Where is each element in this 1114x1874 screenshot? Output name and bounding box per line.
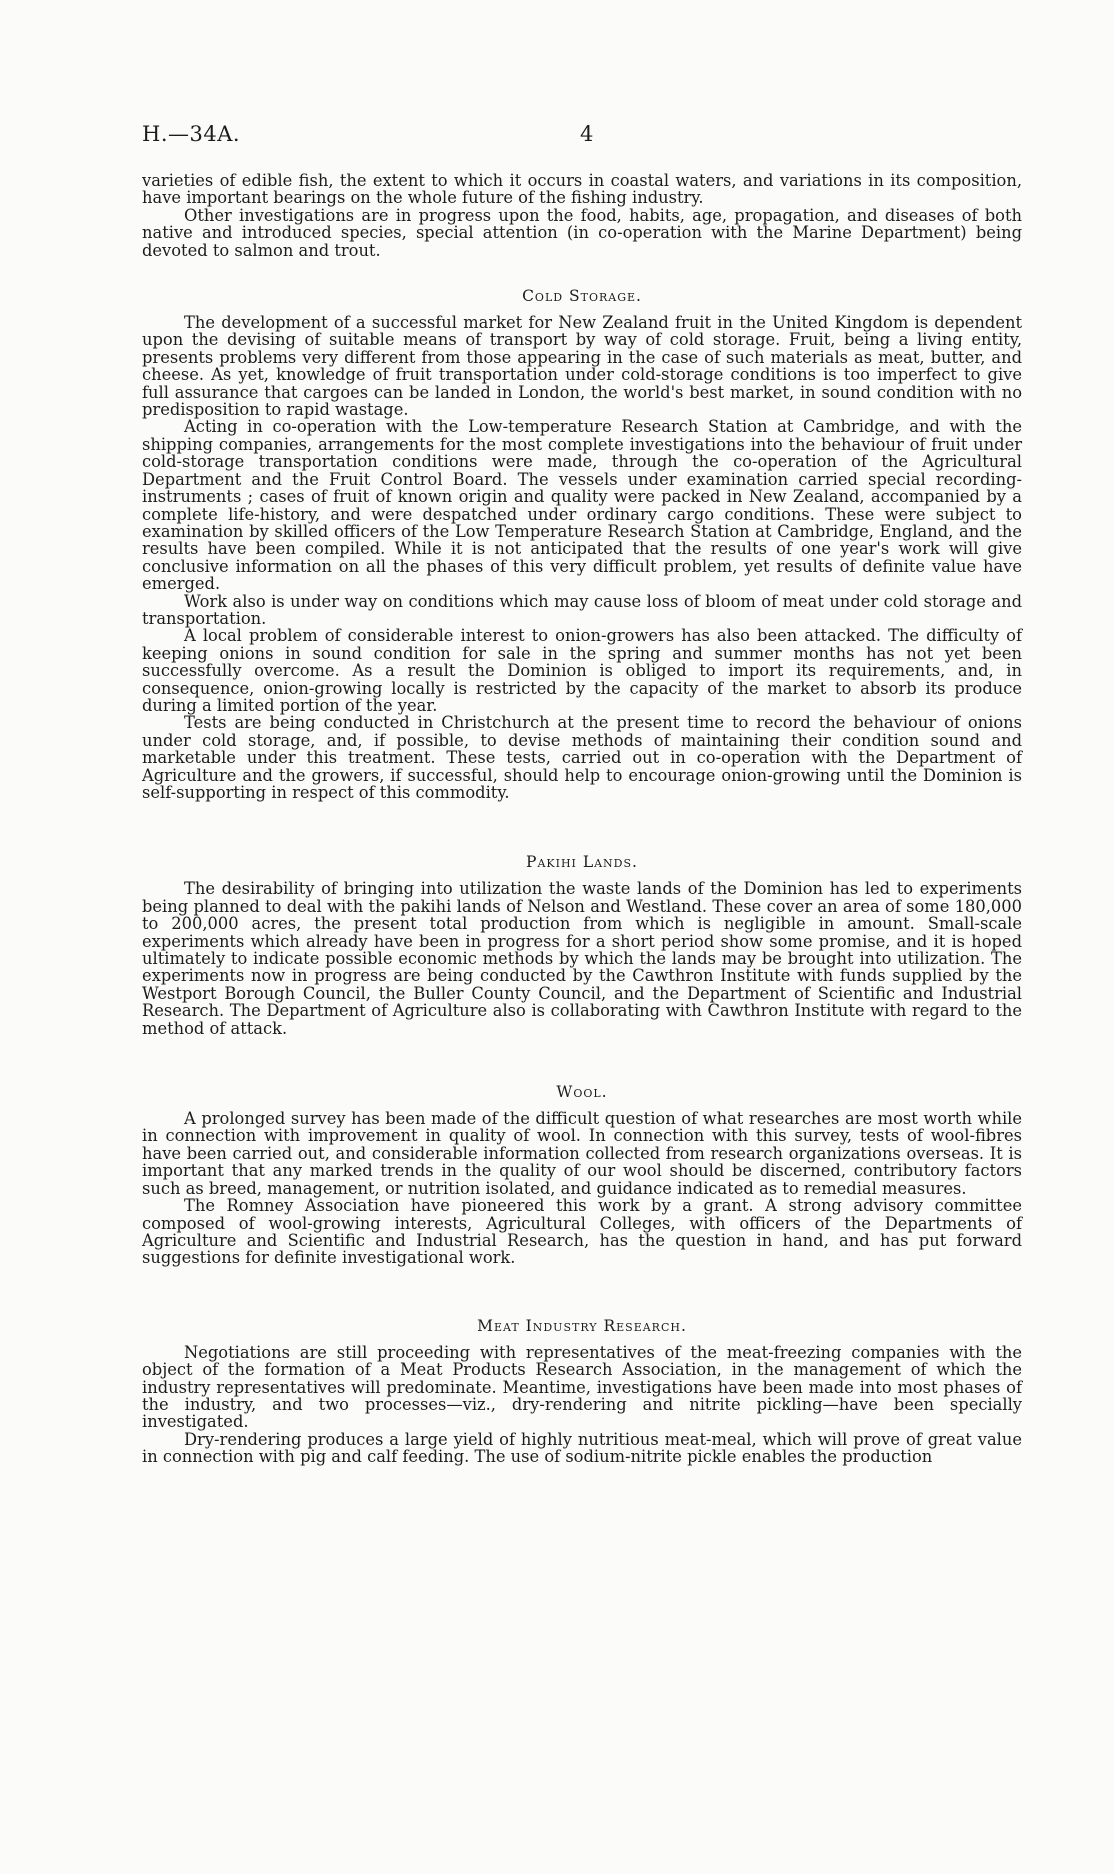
wool-paragraph: A prolonged survey has been made of the difficult question of what researches are most worth while in connection with improvement in quality of wool. In connection with this survey, tests of wool-fibres have been carried out, and considerable information collected from research organizations overseas. It is important that any marked trends in the quality of our wool should be discerned, contributory factors such as breed, management, or nutrition isolated, and guidance indicated as to remedial measures. <box>142 1109 1022 1198</box>
pakihi-lands-paragraph: The desirability of bringing into utilization the waste lands of the Dominion has led to experiments being planned to deal with the pakihi lands of Nelson and Westland. These cover an area of some 180,000 to 200,000 acres, the present total production from which is negligible in amount. Small-scale experiments which already have been in progress for a short period show some promise, and it is hoped ultimately to indicate possible economic methods by which the lands may be brought into utilization. The experiments now in progress are being conducted by the Cawthron Institute with funds supplied by the Westport Borough Council, the Buller County Council, and the Department of Scientific and Industrial Research. The Department of Agriculture also is collaborating with Cawthron Institute with regard to the method of attack. <box>142 879 1022 1038</box>
meat-industry-section <box>142 1317 1022 1466</box>
cold-storage-paragraph: A local problem of considerable interest to onion-growers has also been attacked. The difficulty of keeping onions in sound condition for sale in the spring and summer months has not yet been successfully overcome. As a result the Dominion is obliged to import its requirements, and, in consequence, onion-growing locally is restricted by the capacity of the market to absorb its produce during a limited portion of the year. <box>142 626 1022 715</box>
document-reference: H.—34A. <box>142 122 241 146</box>
meat-industry-heading: Meat Industry Research. <box>477 1316 687 1335</box>
page-header <box>142 122 1022 152</box>
cold-storage-paragraph: Acting in co-operation with the Low-temperature Research Station at Cambridge, and with the shipping companies, arrangements for the most complete investigations into the behaviour of fruit under cold-storage transportation conditions were made, through the co-operation of the Agricultural Department and the Fruit Control Board. The vessels under examination carried special recording-instruments ; cases of fruit of known origin and quality were packed in New Zealand, accompanied by a complete life-history, and were despatched under ordinary cargo conditions. These were subject to examination by skilled officers of the Low Temperature Research Station at Cambridge, England, and the results have been compiled. While it is not anticipated that the results of one year's work will give conclusive information on all the phases of this very difficult problem, yet results of definite value have emerged. <box>142 417 1022 594</box>
page-body <box>142 172 1022 1466</box>
cold-storage-paragraph: Tests are being conducted in Christchurch at the present time to record the behaviour of onions under cold storage, and, if possible, to devise methods of maintaining their condition sound and marketable under this treatment. These tests, carried out in co-operation with the Department of Agriculture and the growers, if successful, should help to encourage onion-growing until the Dominion is self-supporting in respect of this commodity. <box>142 713 1022 802</box>
pakihi-lands-heading: Pakihi Lands. <box>526 853 638 872</box>
page-number: 4 <box>580 122 594 146</box>
meat-industry-paragraph: Negotiations are still proceeding with representatives of the meat-freezing companies with the object of the formation of a Meat Products Research Association, in the management of which the industry representatives will predominate. Meantime, investigations have been made into most phases of the industry, and two processes—viz., dry-rendering and nitrite pickling—have been specially investigated. <box>142 1342 1022 1432</box>
wool-paragraph: The Romney Association have pioneered this work by a grant. A strong advisory committee composed of wool-growing interests, Agricultural Colleges, with officers of the Departments of Agriculture and Scientific and Industrial Research, has the question in hand, and has put forward suggestions for definite investigational work. <box>142 1196 1022 1268</box>
intro-paragraph: Other investigations are in progress upon the food, habits, age, propagation, and diseases of both native and introduced species, special attention (in co-operation with the Marine Department) being devoted to salmon and trout. <box>142 205 1022 260</box>
meat-industry-paragraph: Dry-rendering produces a large yield of highly nutritious meat-meal, which will prove of great value in connection with pig and calf feeding. The use of sodium-nitrite pickle enables the production <box>142 1429 1022 1467</box>
wool-section <box>142 1083 1022 1267</box>
intro-section <box>142 172 1022 259</box>
wool-heading: Wool. <box>556 1083 608 1102</box>
cold-storage-heading: Cold Storage. <box>522 287 642 306</box>
cold-storage-section <box>142 287 1022 801</box>
cold-storage-paragraph: The development of a successful market for New Zealand fruit in the United Kingdom is dependent upon the devising of suitable means of transport by way of cold storage. Fruit, being a living entity, presents problems very different from those appearing in the case of such materials as meat, butter, and cheese. As yet, knowledge of fruit transportation under cold-storage conditions is too imperfect to give full assurance that cargoes can be landed in London, the world's best market, in sound condition with no predisposition to rapid wastage. <box>142 313 1022 420</box>
cold-storage-paragraph: Work also is under way on conditions which may cause loss of bloom of meat under cold storage and transportation. <box>142 591 1022 628</box>
intro-paragraph: varieties of edible fish, the extent to which it occurs in coastal waters, and variations in its composition, have important bearings on the whole future of the fishing industry. <box>142 171 1022 208</box>
pakihi-lands-section <box>142 853 1022 1037</box>
